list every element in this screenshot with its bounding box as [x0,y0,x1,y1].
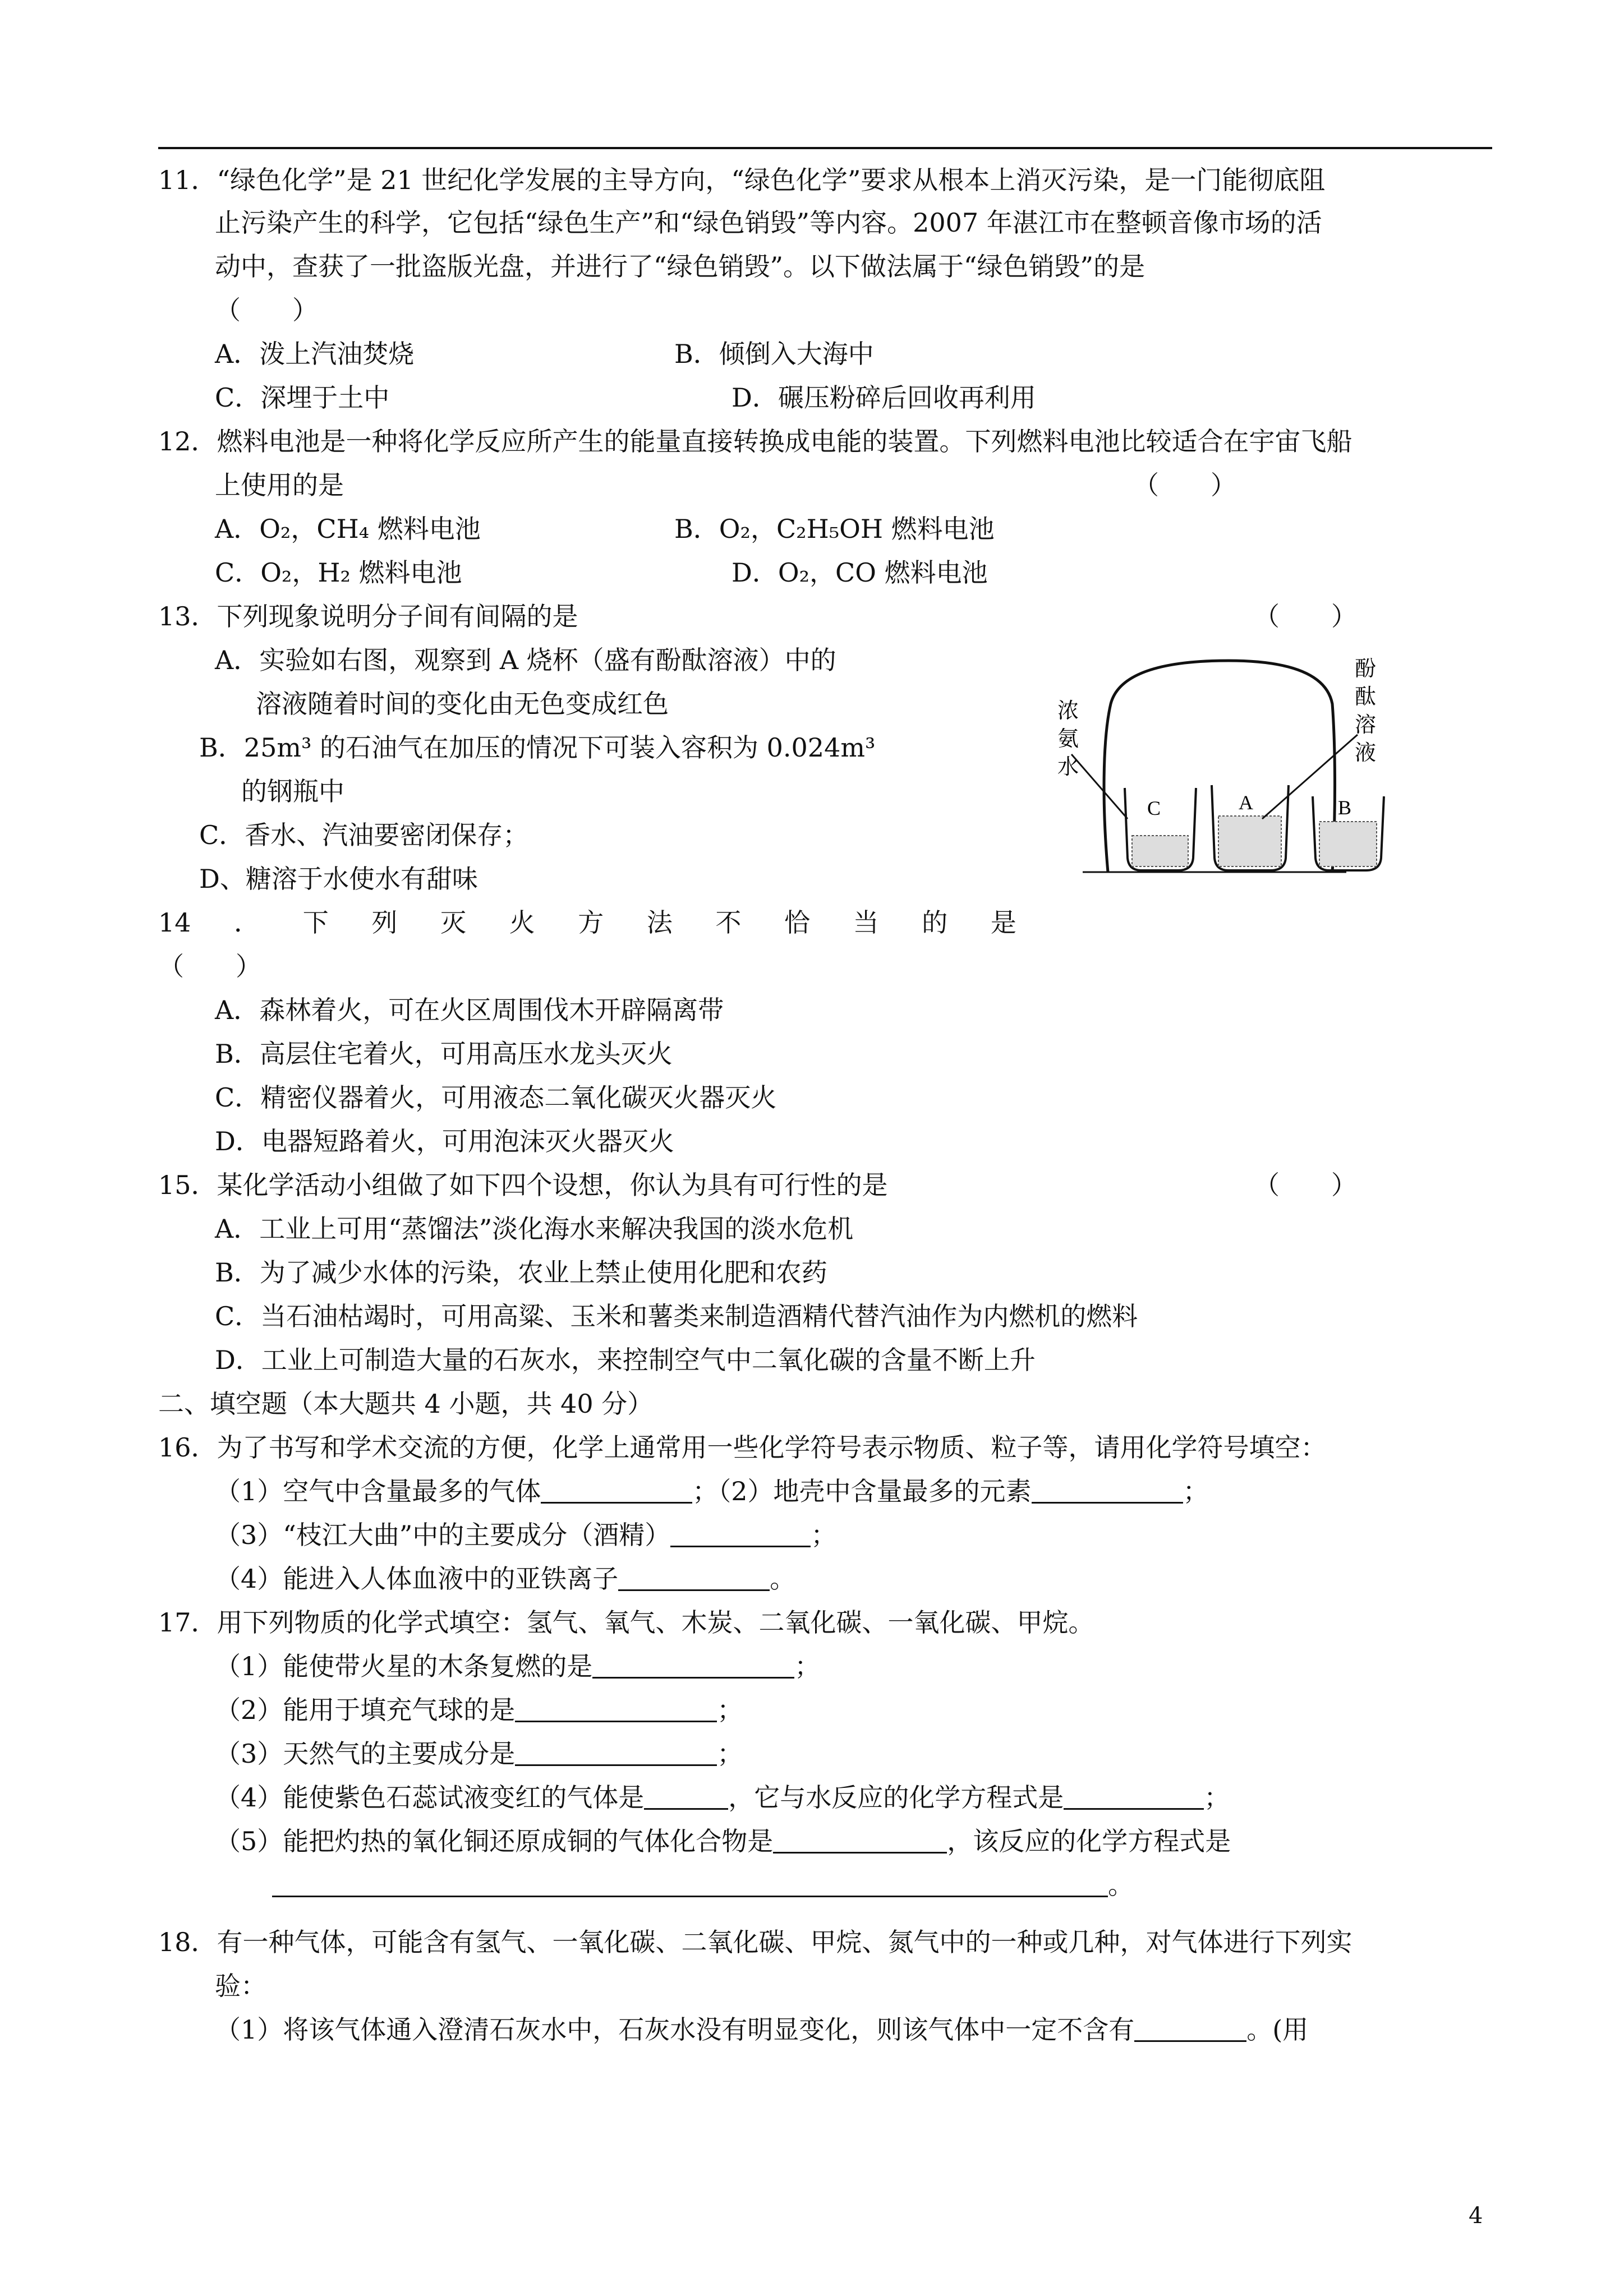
q17-part4-line [215,1782,1230,1813]
q18-line2: 验： [215,1971,266,2001]
ammonia-diffusion-figure [1049,651,1503,903]
q17-part1-text: （1）能使带火星的木条复燃的是 [215,1651,593,1681]
q17-part5-text: （5）能把灼热的氧化铜还原成铜的气体化合物是 [215,1826,774,1856]
q12-option-c: C．O₂，H₂ 燃料电池 [215,557,462,588]
q17-part4-end: ； [1204,1782,1230,1813]
q17-part3-text: （3）天然气的主要成分是 [215,1739,516,1769]
q14-stem [158,907,1016,938]
q15-line1: 15．某化学活动小组做了如下四个设想，你认为具有可行性的是 [158,1170,888,1200]
q17-part1-end: ； [794,1651,821,1681]
q14-bracket: （ ） [158,951,261,981]
q14-option-d: D．电器短路着火，可用泡沫灭火器灭火 [215,1126,674,1156]
q17-part3-end: ； [717,1739,743,1769]
q12-option-d: D．O₂，CO 燃料电池 [732,557,988,588]
q16-part2-end: ； [1183,1476,1209,1506]
q18-part1-end: 。(用 [1246,2014,1309,2045]
q11-option-b: B．倾倒入大海中 [674,339,874,369]
q15-option-b: B．为了减少水体的污染，农业上禁止使用化肥和农药 [215,1257,827,1288]
q17-part4-mid: ，它与水反应的化学方程式是 [728,1782,1064,1813]
phenolphthalein-label-2: 酞 [1355,684,1377,709]
q14-stem-char: 列 [371,907,398,938]
ammonia-label-3: 水 [1057,754,1079,779]
q17-part5-line2 [272,1872,1134,1898]
q11-option-d: D．碾压粉碎后回收再利用 [732,382,1036,413]
q16-part4-end: 。 [770,1564,796,1594]
q14-stem-char: 火 [509,907,535,938]
q12-option-a: A．O₂，CH₄ 燃料电池 [215,514,481,544]
q16-part1-line [215,1478,1209,1504]
q14-stem-char: 恰 [784,907,811,938]
phenolphthalein-label-3: 溶 [1355,712,1377,737]
q13-option-b-line1: B．25m³ 的石油气在加压的情况下可装入容积为 0.024m³ [199,732,876,763]
q14-stem-char: 14 [158,907,191,938]
q14-option-c: C．精密仪器着火，可用液态二氧化碳灭火器灭火 [215,1082,777,1113]
q16-blank-3[interactable] [670,1523,811,1547]
q11-line2: 止污染产生的科学，它包括“绿色生产”和“绿色销毁”等内容。2007 年湛江市在整顿音像市场的活 [215,208,1322,238]
q14-stem-char: 法 [646,907,673,938]
q17-blank-1[interactable] [592,1654,794,1679]
q14-stem-char: 下 [302,907,329,938]
beaker-c-liquid [1132,836,1188,866]
q14-option-a: A．森林着火，可在火区周围伐木开辟隔离带 [215,995,724,1025]
q16-blank-2[interactable] [1032,1479,1183,1504]
q16-blank-4[interactable] [618,1567,770,1591]
q12-bracket: （ ） [1133,470,1236,500]
q12-line2: 上使用的是 [215,470,344,500]
q14-stem-char: 是 [990,907,1016,938]
q15-option-c: C．当石油枯竭时，可用高粱、玉米和薯类来制造酒精代替汽油作为内燃机的燃料 [215,1301,1138,1331]
q12-line1: 12．燃料电池是一种将化学反应所产生的能量直接转换成电能的装置。下列燃料电池比较适合在宇宙飞船 [158,426,1352,457]
q14-option-b: B．高层住宅着火，可用高压水龙头灭火 [215,1039,673,1069]
q16-part2-text: ；（2）地壳中含量最多的元素 [692,1476,1032,1506]
page-number: 4 [1469,2203,1483,2229]
q17-blank-2[interactable] [515,1698,717,1722]
q16-part4-line [215,1566,795,1592]
beaker-b-label: B [1338,796,1352,819]
leader-ammonia [1071,754,1128,819]
q17-part5-mid: ，该反应的化学方程式是 [947,1826,1231,1856]
q13-bracket: （ ） [1254,601,1357,631]
q18-part1-line [215,2014,1309,2045]
q14-stem-char: ． [234,907,260,938]
phenolphthalein-label-4: 液 [1355,740,1377,765]
q17-part3-line [215,1741,743,1767]
q15-option-d: D．工业上可制造大量的石灰水，来控制空气中二氧化碳的含量不断上升 [215,1345,1036,1375]
beaker-c-label: C [1147,797,1161,819]
q11-option-c: C．深埋于土中 [215,382,390,413]
q15-option-a: A．工业上可用“蒸馏法”淡化海水来解决我国的淡水危机 [215,1214,854,1244]
section-2-title: 二、填空题（本大题共 4 小题，共 40 分） [158,1389,654,1419]
q18-part1-text: （1）将该气体通入澄清石灰水中，石灰水没有明显变化，则该气体中一定不含有 [215,2014,1135,2045]
q16-blank-1[interactable] [541,1479,692,1504]
q16-part3-text: （3）“枝江大曲”中的主要成分（酒精） [215,1520,671,1550]
q14-stem-char: 不 [715,907,742,938]
q13-option-d: D、糖溶于水使水有甜味 [199,864,478,894]
q17-part2-text: （2）能用于填充气球的是 [215,1695,516,1725]
q17-part1-line [215,1653,820,1679]
ammonia-label-1: 浓 [1057,698,1079,723]
q17-part5-end: 。 [1108,1870,1134,1900]
q13-line1: 13．下列现象说明分子间有间隔的是 [158,601,578,631]
beaker-a-label: A [1239,791,1253,814]
q16-part3-line [215,1522,836,1548]
q17-blank-3[interactable] [515,1742,717,1766]
q17-blank-7[interactable] [272,1873,1108,1897]
q14-stem-char: 的 [922,907,948,938]
beaker-b-liquid [1319,822,1377,866]
beaker-a-liquid [1218,816,1281,866]
q11-bracket: （ ） [215,295,318,325]
q12-option-b: B．O₂，C₂H₅OH 燃料电池 [674,514,995,544]
ammonia-label-2: 氨 [1057,726,1079,751]
q18-blank-1[interactable] [1134,2018,1246,2042]
q13-option-c: C．香水、汽油要密闭保存； [199,820,529,850]
q14-stem-char: 当 [853,907,879,938]
q17-blank-4[interactable] [644,1786,728,1810]
q11-line1: 11．“绿色化学”是 21 世纪化学发展的主导方向，“绿色化学”要求从根本上消灭污染，是一门能彻底阻 [158,165,1326,195]
q11-line3: 动中，查获了一批盗版光盘，并进行了“绿色销毁”。以下做法属于“绿色销毁”的是 [215,251,1145,282]
phenolphthalein-label-1: 酚 [1355,656,1377,681]
q17-part2-end: ； [717,1695,743,1725]
q14-stem-char: 灭 [440,907,466,938]
q13-option-b-line2: 的钢瓶中 [241,776,344,806]
q16-part1-text: （1）空气中含量最多的气体 [215,1476,541,1506]
q17-blank-6[interactable] [773,1829,947,1854]
q17-part5-line [215,1828,1231,1854]
q14-stem-char: 方 [578,907,604,938]
q13-option-a-line2: 溶液随着时间的变化由无色变成红色 [256,689,669,719]
q17-part4-text: （4）能使紫色石蕊试液变红的气体是 [215,1782,645,1813]
header-rule [158,147,1492,149]
q15-bracket: （ ） [1254,1170,1357,1200]
q16-part4-text: （4）能进入人体血液中的亚铁离子 [215,1564,619,1594]
q17-line1: 17．用下列物质的化学式填空：氢气、氧气、木炭、二氧化碳、一氧化碳、甲烷。 [158,1607,1094,1638]
q17-blank-5[interactable] [1064,1786,1204,1810]
q17-part2-line [215,1697,743,1723]
q16-part3-end: ； [811,1520,837,1550]
q13-option-a-line1: A．实验如右图，观察到 A 烧杯（盛有酚酞溶液）中的 [215,645,836,675]
q16-line1: 16．为了书写和学术交流的方便，化学上通常用一些化学符号表示物质、粒子等，请用化学符号填空： [158,1432,1327,1463]
q11-option-a: A．泼上汽油焚烧 [215,339,415,369]
q18-line1: 18．有一种气体，可能含有氢气、一氧化碳、二氧化碳、甲烷、氮气中的一种或几种，对气体进行下列实 [158,1927,1352,1957]
